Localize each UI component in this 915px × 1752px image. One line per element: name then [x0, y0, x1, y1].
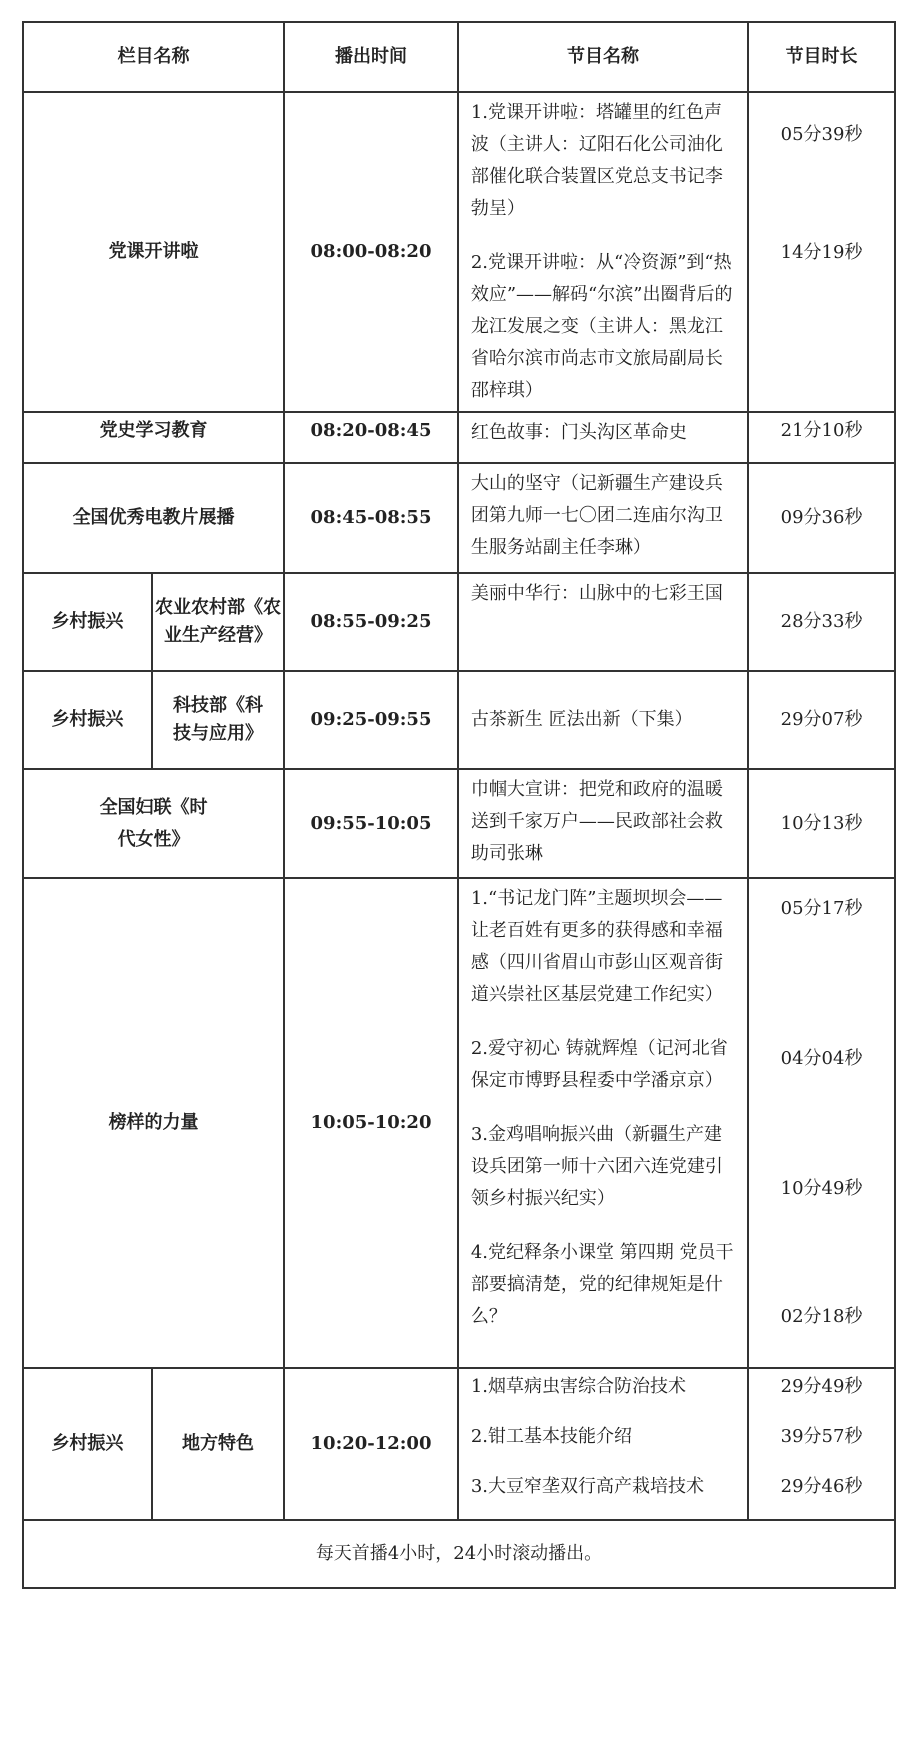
duration-value: 09分36秒: [780, 507, 863, 528]
header-duration: 节目时长: [748, 22, 895, 92]
program-item: 2.钳工基本技能介绍: [470, 1426, 633, 1447]
program-cell: [458, 878, 748, 1368]
duration-value: 28分33秒: [780, 611, 863, 632]
program-item: 2.党课开讲啦：从“冷资源”到“热效应”——解码“尔滨”出圈背后的龙江发展之变（主讲人：黑龙江省哈尔滨市尚志市文旅局副局长邵梓琪）: [470, 252, 733, 401]
column-name-cell: 榜样的力量: [23, 878, 284, 1368]
column-name-cell: 全国妇联《时代女性》: [23, 769, 284, 878]
table-row: [23, 1368, 895, 1520]
header-program-name: 节目名称: [458, 22, 748, 92]
program-cell: [458, 463, 748, 573]
duration-value: 10分49秒: [780, 1178, 863, 1199]
air-time-cell: 10:20-12:00: [284, 1368, 458, 1520]
program-cell: [458, 573, 748, 671]
duration-value: 39分57秒: [780, 1426, 863, 1447]
duration-value: 29分49秒: [780, 1376, 863, 1397]
duration-cell: [748, 769, 895, 878]
sub-column-cell: 地方特色: [152, 1368, 284, 1520]
table-row: [23, 412, 895, 463]
footer-note: 每天首播4小时，24小时滚动播出。: [23, 1520, 895, 1588]
duration-value: 04分04秒: [780, 1048, 863, 1069]
air-time-cell: 09:25-09:55: [284, 671, 458, 769]
program-item: 1.烟草病虫害综合防治技术: [470, 1376, 687, 1397]
air-time-cell: 08:00-08:20: [284, 92, 458, 412]
air-time-cell: 08:45-08:55: [284, 463, 458, 573]
sub-column-cell: 农业农村部《农业生产经营》: [152, 573, 284, 671]
program-cell: [458, 412, 748, 463]
schedule-table: [22, 21, 896, 1589]
duration-cell: [748, 412, 895, 463]
air-time-cell: 10:05-10:20: [284, 878, 458, 1368]
column-name-cell: 党课开讲啦: [23, 92, 284, 412]
header-row: [23, 22, 895, 92]
duration-cell: [748, 92, 895, 412]
column-name-cell: 乡村振兴: [23, 1368, 152, 1520]
sub-column-cell: 科技部《科技与应用》: [152, 671, 284, 769]
duration-value: 21分10秒: [780, 420, 863, 441]
duration-value: 02分18秒: [780, 1306, 863, 1327]
table-row: [23, 878, 895, 1368]
column-name-cell: 乡村振兴: [23, 573, 152, 671]
column-name-cell: 全国优秀电教片展播: [23, 463, 284, 573]
duration-cell: [748, 573, 895, 671]
column-name-cell: 党史学习教育: [23, 412, 284, 463]
duration-cell: [748, 878, 895, 1368]
header-air-time: 播出时间: [284, 22, 458, 92]
air-time-cell: 09:55-10:05: [284, 769, 458, 878]
program-cell: [458, 92, 748, 412]
program-item: 红色故事：门头沟区革命史: [470, 422, 687, 443]
table-row: [23, 92, 895, 412]
column-name-cell: 乡村振兴: [23, 671, 152, 769]
air-time-cell: 08:20-08:45: [284, 412, 458, 463]
program-cell: [458, 769, 748, 878]
table-row: [23, 769, 895, 878]
program-cell: [458, 1368, 748, 1520]
duration-value: 05分17秒: [780, 898, 863, 919]
duration-cell: [748, 463, 895, 573]
program-item: 1.“书记龙门阵”主题坝坝会——让老百姓有更多的获得感和幸福感（四川省眉山市彭山区观音街道兴崇社区基层党建工作纪实）: [470, 888, 723, 1005]
program-item: 美丽中华行：山脉中的七彩王国: [470, 583, 723, 604]
duration-value: 10分13秒: [780, 812, 863, 834]
duration-cell: [748, 671, 895, 769]
program-item: 4.党纪释条小课堂 第四期 党员干部要搞清楚，党的纪律规矩是什么？: [470, 1242, 734, 1327]
program-cell: [458, 671, 748, 769]
program-item: 3.大豆窄垄双行高产栽培技术: [470, 1476, 705, 1497]
program-item: 1.党课开讲啦：塔罐里的红色声波（主讲人：辽阳石化公司油化部催化联合装置区党总支书记李勃呈）: [470, 102, 723, 219]
table-row: [23, 671, 895, 769]
duration-value: 14分19秒: [780, 242, 863, 263]
duration-value: 05分39秒: [780, 124, 863, 145]
footer-row: [23, 1520, 895, 1588]
program-item: 巾帼大宣讲：把党和政府的温暖送到千家万户——民政部社会救助司张琳: [470, 779, 723, 864]
table-row: [23, 463, 895, 573]
table-row: [23, 573, 895, 671]
duration-value: 29分46秒: [780, 1476, 863, 1497]
program-item: 大山的坚守（记新疆生产建设兵团第九师一七〇团二连庙尔沟卫生服务站副主任李琳）: [470, 473, 723, 558]
header-column-name: 栏目名称: [23, 22, 284, 92]
duration-value: 29分07秒: [780, 709, 863, 730]
air-time-cell: 08:55-09:25: [284, 573, 458, 671]
program-item: 3.金鸡唱响振兴曲（新疆生产建设兵团第一师十六团六连党建引领乡村振兴纪实）: [470, 1124, 723, 1209]
program-item: 2.爱守初心 铸就辉煌（记河北省保定市博野县程委中学潘京京）: [470, 1038, 728, 1091]
duration-cell: [748, 1368, 895, 1520]
program-item: 古茶新生 匠法出新（下集）: [470, 709, 693, 730]
